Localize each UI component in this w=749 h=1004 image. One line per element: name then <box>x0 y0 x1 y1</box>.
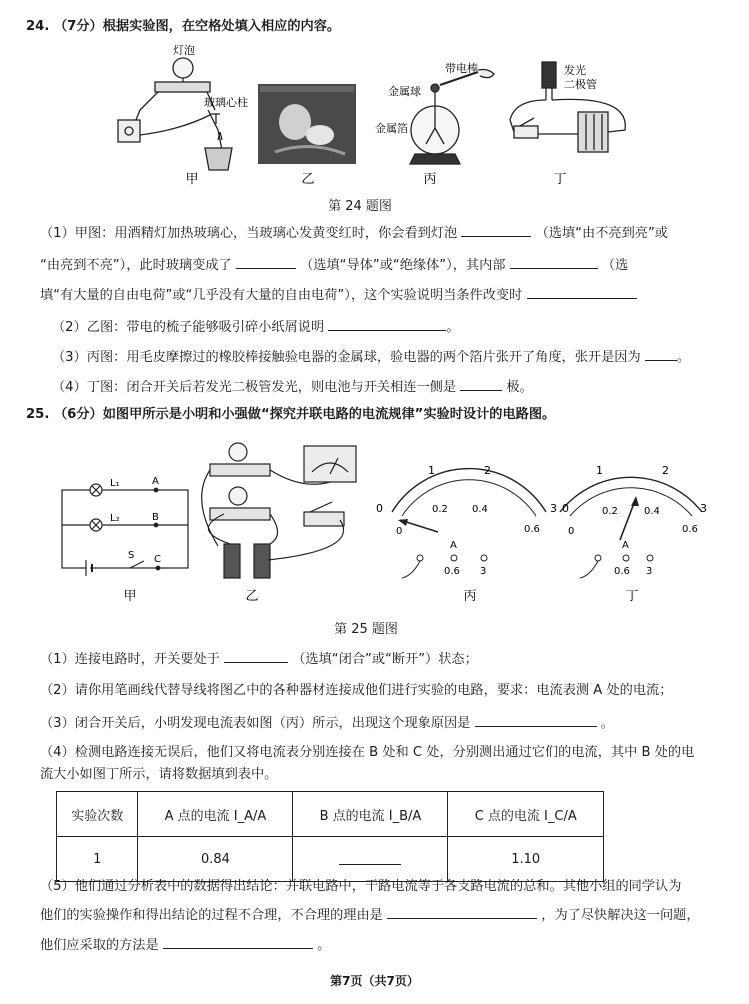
bing-minor-02: 0.2 <box>432 504 448 515</box>
q25-part5-line3 <box>40 936 330 955</box>
q24-figure-svg <box>110 40 670 190</box>
q24-p2: （2）乙图：带电的梳子能够吸引碎小纸屑说明 <box>52 320 325 335</box>
q25-part3-line <box>40 714 614 733</box>
q25-p5-b: 他们的实验操作和得出结论的过程不合理，不合理的理由是 <box>40 908 383 923</box>
table-header: A 点的电流 I_A/A <box>138 792 293 837</box>
circuit-label-l1: L₁ <box>110 478 120 489</box>
table-cell-ib[interactable] <box>293 837 448 882</box>
ding-major-1: 1 <box>596 464 603 477</box>
panel-label-bing: 丙 <box>423 172 437 187</box>
ding-terminal-3: 3 <box>646 566 653 577</box>
q25-part1-line <box>40 650 478 669</box>
q25-blank-2[interactable] <box>475 714 597 727</box>
circuit-label-c: C <box>154 554 161 565</box>
q24-header: 24. （7分）根据实验图，在空格处填入相应的内容。 <box>26 19 341 34</box>
q24-blank-1[interactable] <box>461 224 531 237</box>
bing-terminal-label: A <box>450 540 457 551</box>
bing-minor-06: 0.6 <box>524 524 540 535</box>
q24-part3-line: （3）丙图：用毛皮摩擦过的橡胶棒接触验电器的金属球，验电器的两个箔片张开了角度，张开是因为 。 <box>52 350 691 365</box>
table-header: 实验次数 <box>57 792 138 837</box>
q24-figure-caption: 第 24 题图 <box>328 199 392 214</box>
q24-p3: （3）丙图：用毛皮摩擦过的橡胶棒接触验电器的金属球，验电器的两个箔片张开了角度，张开是因为 <box>52 350 641 365</box>
q24-p1-b: （选填“由不亮到亮”或 <box>535 226 668 241</box>
q25-part4-line2 <box>40 766 277 784</box>
q25-panel-bing: 丙 <box>463 589 477 604</box>
q25-blank-4[interactable] <box>163 936 313 949</box>
bing-terminal-3: 3 <box>480 566 487 577</box>
q25-part4-line1 <box>40 744 694 762</box>
page-footer: 第7页（共7页） <box>330 974 419 988</box>
ammeter-bing <box>392 469 546 578</box>
apparatus-yi <box>202 443 356 578</box>
label-glass-core: 玻璃心柱 <box>204 96 248 109</box>
q25-blank-1[interactable] <box>224 650 288 663</box>
circuit-label-l2: L₂ <box>110 513 120 524</box>
circuit-label-a: A <box>152 476 159 487</box>
circuit-label-b: B <box>152 512 159 523</box>
q25-p4-b: 流大小如图丁所示，请将数据填到表中。 <box>40 767 278 782</box>
bing-major-0: 0 <box>376 502 383 515</box>
q24-p4-a: （4）丁图：闭合开关后若发光二极管发光，则电池与开关相连一侧是 <box>52 380 457 395</box>
q25-p2: （2）请你用笔画线代替导线将图乙中的各种器材连接成他们进行实验的电路，要求：电流表测 A 处的电流； <box>40 683 673 698</box>
ding-minor-04: 0.4 <box>644 506 660 517</box>
label-led-2: 二极管 <box>564 78 597 91</box>
ding-major-3: 3 <box>700 502 707 515</box>
circuit-label-s: S <box>128 550 135 561</box>
q24-p1-a: （1）甲图：用酒精灯加热玻璃心，当玻璃心发黄变红时，你会看到灯泡 <box>40 226 458 241</box>
q25-figure-svg <box>40 440 720 608</box>
bing-major-2: 2 <box>484 464 491 477</box>
q24-blank-6[interactable] <box>645 348 677 361</box>
q25-blank-3[interactable] <box>387 906 537 919</box>
q24-p1-f: 填“有大量的自由电荷”或“几乎没有大量的自由电荷”），这个实验说明当条件改变时 <box>40 288 523 303</box>
panel-label-jia: 甲 <box>185 172 199 187</box>
ding-terminal-label: A <box>622 540 629 551</box>
q24-part2-line: （2）乙图：带电的梳子能够吸引碎小纸屑说明 。 <box>52 320 460 335</box>
q25-p5-c: ，为了尽快解决这一问题， <box>541 908 700 923</box>
label-rod: 带电棒 <box>445 62 478 75</box>
q24-blank-3[interactable] <box>510 256 598 269</box>
circuit-diagram-jia <box>62 484 188 576</box>
q24-part1-line2 <box>40 256 628 275</box>
label-metal-foil: 金属箔 <box>375 122 408 135</box>
table-header: C 点的电流 I_C/A <box>448 792 604 837</box>
bing-major-3: 3 <box>550 502 557 515</box>
q25-panel-jia: 甲 <box>123 589 137 604</box>
q24-part1-line1 <box>40 224 668 243</box>
bing-terminal-06: 0.6 <box>444 566 460 577</box>
q25-p3-b: 。 <box>600 716 614 731</box>
q25-p4-a: （4）检测电路连接无误后，他们又将电流表分别连接在 B 处和 C 处，分别测出通过它们的电流，其中 B 处的电 <box>40 745 695 760</box>
table-row <box>57 837 604 882</box>
q24-part1-line3 <box>40 286 637 305</box>
q25-p3-a: （3）闭合开关后，小明发现电流表如图（丙）所示，出现这个现象原因是 <box>40 716 471 731</box>
q25-p5-a: （5）他们通过分析表中的数据得出结论：并联电路中，干路电流等于各支路电流的总和。其他小组的同学认为 <box>40 879 682 894</box>
label-metal-ball: 金属球 <box>388 85 421 98</box>
q24-blank-4[interactable] <box>527 286 637 299</box>
q24-figure <box>110 40 670 190</box>
bing-minor-0: 0 <box>396 526 403 537</box>
q24-p1-d: （选填“导体”或“绝缘体”），其内部 <box>300 258 506 273</box>
bing-minor-04: 0.4 <box>472 504 488 515</box>
table-blank-ib[interactable] <box>339 850 401 865</box>
table-cell-ic: 1.10 <box>448 837 604 882</box>
panel-jia-drawing <box>118 58 232 170</box>
q25-p5-e: 。 <box>317 938 331 953</box>
q25-p5-d: 他们应采取的方法是 <box>40 938 159 953</box>
label-bulb: 灯泡 <box>173 44 195 57</box>
panel-label-yi: 乙 <box>301 172 315 187</box>
ding-minor-06: 0.6 <box>682 524 698 535</box>
table-header: B 点的电流 I_B/A <box>293 792 448 837</box>
q24-p4-b: 极。 <box>506 380 533 395</box>
q24-p1-e: （选 <box>601 258 629 273</box>
q25-panel-ding: 丁 <box>625 589 639 604</box>
q24-blank-2[interactable] <box>236 256 296 269</box>
results-table <box>56 791 604 882</box>
table-cell-trial: 1 <box>57 837 138 882</box>
q25-panel-yi: 乙 <box>245 589 259 604</box>
q25-part5-line1 <box>40 878 681 896</box>
ammeter-ding <box>560 477 702 578</box>
q24-p1-c: “由亮到不亮”），此时玻璃变成了 <box>40 258 232 273</box>
q24-blank-5[interactable] <box>328 318 446 331</box>
q25-figure-caption: 第 25 题图 <box>334 622 398 637</box>
q24-blank-7[interactable] <box>460 378 502 391</box>
ding-minor-02: 0.2 <box>602 506 618 517</box>
q25-part5-line2 <box>40 906 700 925</box>
q25-part2-line <box>40 682 672 700</box>
panel-label-ding: 丁 <box>553 172 567 187</box>
q25-figure <box>40 440 720 608</box>
bing-major-1: 1 <box>428 464 435 477</box>
ding-major-2: 2 <box>662 464 669 477</box>
label-led-1: 发光 <box>564 64 586 77</box>
panel-bing-electroscope <box>410 70 494 165</box>
ding-terminal-06: 0.6 <box>614 566 630 577</box>
q25-header: 25. （6分）如图甲所示是小明和小强做“探究并联电路的电流规律”实验时设计的电路图。 <box>26 407 556 422</box>
ding-minor-0: 0 <box>568 526 575 537</box>
q25-p1-b: （选填“闭合”或“断开”）状态； <box>292 652 478 667</box>
q24-part4-line <box>52 378 533 397</box>
q25-p1-a: （1）连接电路时，开关要处于 <box>40 652 220 667</box>
table-header-row <box>57 792 604 837</box>
panel-yi-photo <box>258 84 356 164</box>
ding-major-0: 0 <box>562 502 569 515</box>
table-cell-ia: 0.84 <box>138 837 293 882</box>
